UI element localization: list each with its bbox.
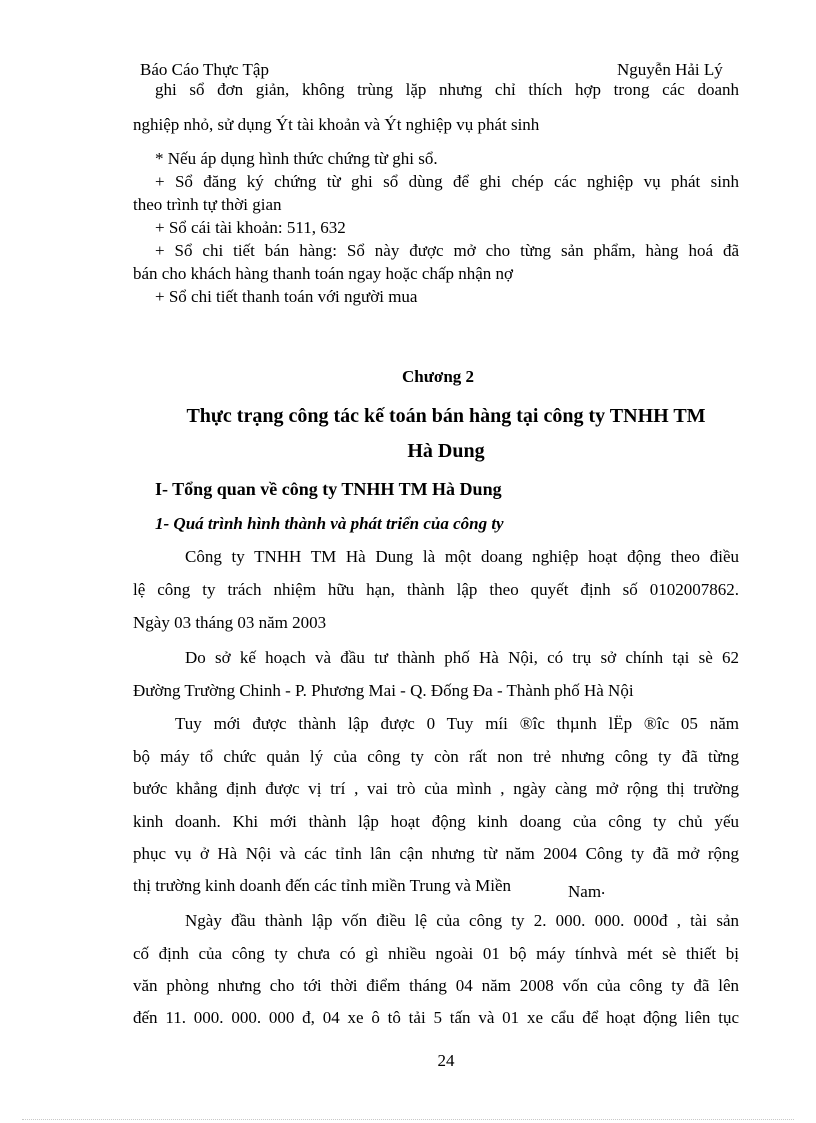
text-line: + Sổ đăng ký chứng từ ghi sổ dùng để ghi chép các nghiệp vụ phát sinh [155, 172, 739, 191]
page-number: 24 [437, 1051, 455, 1070]
text-line: nghiệp nhỏ, sử dụng Ýt tài khoản và Ýt nghiệp vụ phát sinh [133, 115, 540, 134]
text-line: theo trình tự thời gian [133, 195, 282, 214]
page-bottom-divider [22, 1119, 794, 1120]
text-line: Ngày 03 tháng 03 năm 2003 [133, 613, 327, 632]
chapter-title-cont: Hà Dung [407, 440, 485, 462]
text-line: Ngày đầu thành lập vốn điều lệ của công ty 2. 000. 000. 000đ , tài sản [185, 911, 739, 930]
chapter-label: Chương 2 [401, 367, 475, 386]
text-line-fragment: . [601, 879, 606, 898]
text-line: ghi sổ đơn giản, không trùng lặp nhưng chỉ thích hợp trong các doanh [155, 80, 739, 99]
text-line: bộ máy tổ chức quản lý của công ty còn rất non trẻ nhưng công ty đã từng [133, 747, 739, 766]
text-line: + Sổ cái tài khoản: 511, 632 [155, 218, 346, 237]
text-line: thị trường kinh doanh đến các tỉnh miền Trung và Miền [133, 876, 511, 895]
text-line: bán cho khách hàng thanh toán ngay hoặc chấp nhận nợ [133, 264, 514, 283]
text-line: Công ty TNHH TM Hà Dung là một doang nghiệp hoạt động theo điều [185, 547, 739, 566]
text-line: Tuy mới được thành lập được 0 Tuy míi ®îc thµnh lËp ®îc 05 năm [175, 714, 739, 733]
text-line: cố định của công ty chưa có gì nhiều ngoài 01 bộ máy tínhvà mét sè thiết bị [133, 944, 739, 963]
text-line: * Nếu áp dụng hình thức chứng từ ghi sổ. [155, 149, 438, 168]
text-line: đến 11. 000. 000. 000 đ, 04 xe ô tô tải 5 tấn và 01 xe cẩu để hoạt động liên tục [133, 1008, 739, 1027]
text-line: Đường Trường Chinh - P. Phương Mai - Q. Đống Đa - Thành phố Hà Nội [133, 681, 634, 700]
header-left: Báo Cáo Thực Tập [140, 60, 269, 79]
text-line-fragment: Nam [568, 882, 602, 901]
subsection-heading: 1- Quá trình hình thành và phát triển của công ty [155, 514, 504, 533]
text-line: + Sổ chi tiết bán hàng: Sổ này được mở cho từng sản phẩm, hàng hoá đã [155, 241, 739, 260]
text-line: + Sổ chi tiết thanh toán với người mua [155, 287, 418, 306]
chapter-title: Thực trạng công tác kế toán bán hàng tại công ty TNHH TM [186, 405, 706, 427]
text-line: bước khẳng định được vị trí , vai trò của mình , ngày càng mở rộng thị trường [133, 779, 739, 798]
header-right: Nguyễn Hải Lý [617, 60, 723, 79]
text-line: Do sở kế hoạch và đầu tư thành phố Hà Nội, có trụ sở chính tại sè 62 [185, 648, 739, 667]
text-line: phục vụ ở Hà Nội và các tỉnh lân cận nhưng từ năm 2004 Công ty đã mở rộng [133, 844, 739, 863]
section-heading: I- Tổng quan về công ty TNHH TM Hà Dung [155, 479, 502, 499]
text-line: kinh doanh. Khi mới thành lập hoạt động kinh doang của công ty chủ yếu [133, 812, 739, 831]
text-line: lệ công ty trách nhiệm hữu hạn, thành lập theo quyết định số 0102007862. [133, 580, 739, 599]
text-line: văn phòng nhưng cho tới thời điểm tháng 04 năm 2008 vốn của công ty đã lên [133, 976, 739, 995]
